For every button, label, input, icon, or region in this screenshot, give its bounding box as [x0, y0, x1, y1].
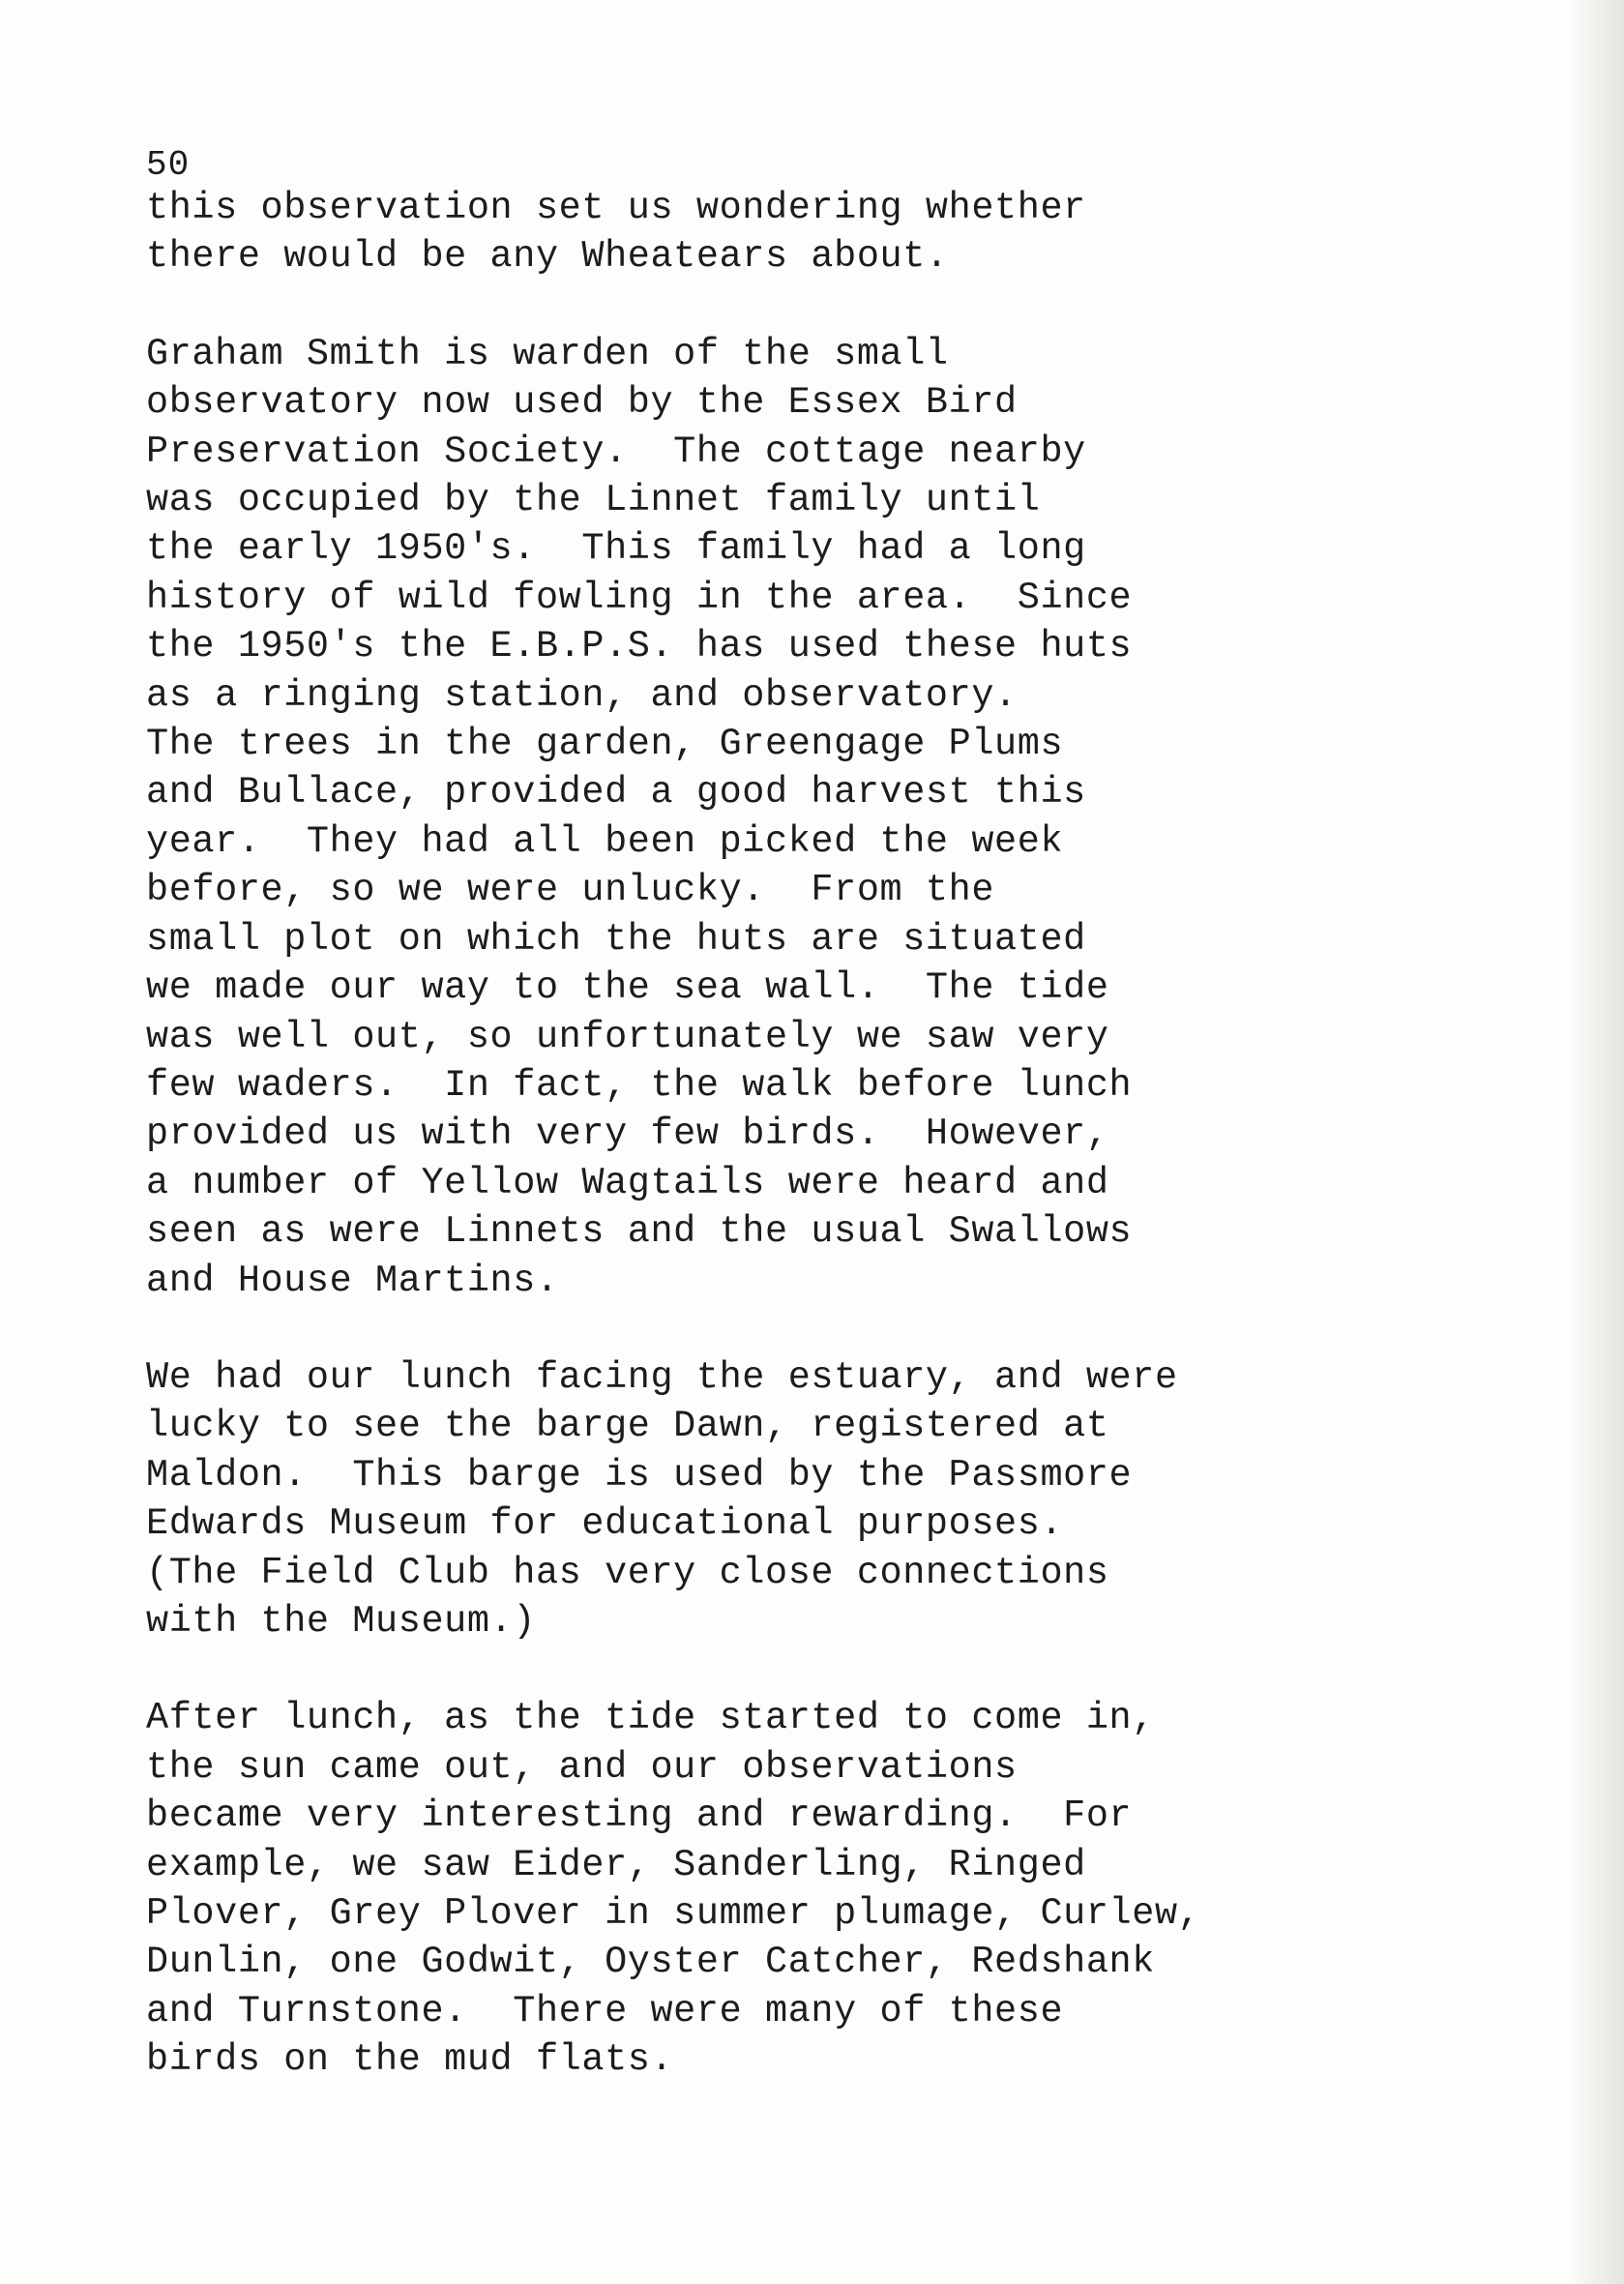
text-line: we made our way to the sea wall. The tide — [146, 966, 1109, 1010]
text-line: became very interesting and rewarding. For — [146, 1795, 1133, 1838]
body-text — [146, 184, 1500, 2133]
paragraph-4 — [146, 1694, 1500, 2084]
page-edge-shadow — [1566, 0, 1624, 2284]
text-line: example, we saw Eider, Sanderling, Ringed — [146, 1843, 1086, 1886]
text-line: birds on the mud flats. — [146, 2038, 674, 2082]
text-line: Maldon. This barge is used by the Passmore — [146, 1453, 1133, 1497]
text-line: Graham Smith is warden of the small — [146, 332, 949, 375]
text-line: lucky to see the barge Dawn, registered at — [146, 1405, 1109, 1448]
text-line: Preservation Society. The cottage nearby — [146, 430, 1086, 473]
text-line: before, so we were unlucky. From the — [146, 869, 995, 912]
paragraph-1 — [146, 184, 1500, 282]
text-line: few waders. In fact, the walk before lunch — [146, 1063, 1133, 1107]
text-line: a number of Yellow Wagtails were heard and — [146, 1161, 1109, 1204]
text-line: provided us with very few birds. However, — [146, 1112, 1109, 1156]
text-line: and Turnstone. There were many of these — [146, 1989, 1064, 2032]
text-line: year. They had all been picked the week — [146, 819, 1064, 863]
text-line: was well out, so unfortunately we saw very — [146, 1015, 1109, 1058]
text-line: We had our lunch facing the estuary, and were — [146, 1355, 1178, 1399]
text-line: Dunlin, one Godwit, Oyster Catcher, Redshank — [146, 1941, 1155, 1984]
text-line: the sun came out, and our observations — [146, 1745, 1018, 1789]
text-line: and House Martins. — [146, 1259, 559, 1302]
page-number: 50 — [146, 145, 191, 185]
text-line: Edwards Museum for educational purposes. — [146, 1502, 1064, 1546]
text-line: (The Field Club has very close connections — [146, 1551, 1109, 1594]
text-line: there would be any Wheatears about. — [146, 235, 949, 279]
text-line: history of wild fowling in the area. Since — [146, 576, 1133, 619]
text-line: the early 1950's. This family had a long — [146, 527, 1086, 571]
text-line: small plot on which the huts are situated — [146, 917, 1086, 961]
text-line: observatory now used by the Essex Bird — [146, 381, 1018, 425]
paragraph-3 — [146, 1353, 1500, 1646]
text-line: seen as were Linnets and the usual Swallows — [146, 1210, 1133, 1254]
text-line: with the Museum.) — [146, 1599, 536, 1643]
paragraph-2 — [146, 330, 1500, 1305]
text-line: was occupied by the Linnet family until — [146, 479, 1041, 522]
text-line: the 1950's the E.B.P.S. has used these huts — [146, 625, 1133, 668]
text-line: After lunch, as the tide started to come in, — [146, 1697, 1155, 1740]
text-line: Plover, Grey Plover in summer plumage, Curlew, — [146, 1892, 1201, 1935]
text-line: this observation set us wondering whether — [146, 187, 1086, 229]
text-line: and Bullace, provided a good harvest this — [146, 771, 1086, 815]
text-line: as a ringing station, and observatory. — [146, 673, 1018, 717]
text-line: The trees in the garden, Greengage Plums — [146, 723, 1064, 766]
